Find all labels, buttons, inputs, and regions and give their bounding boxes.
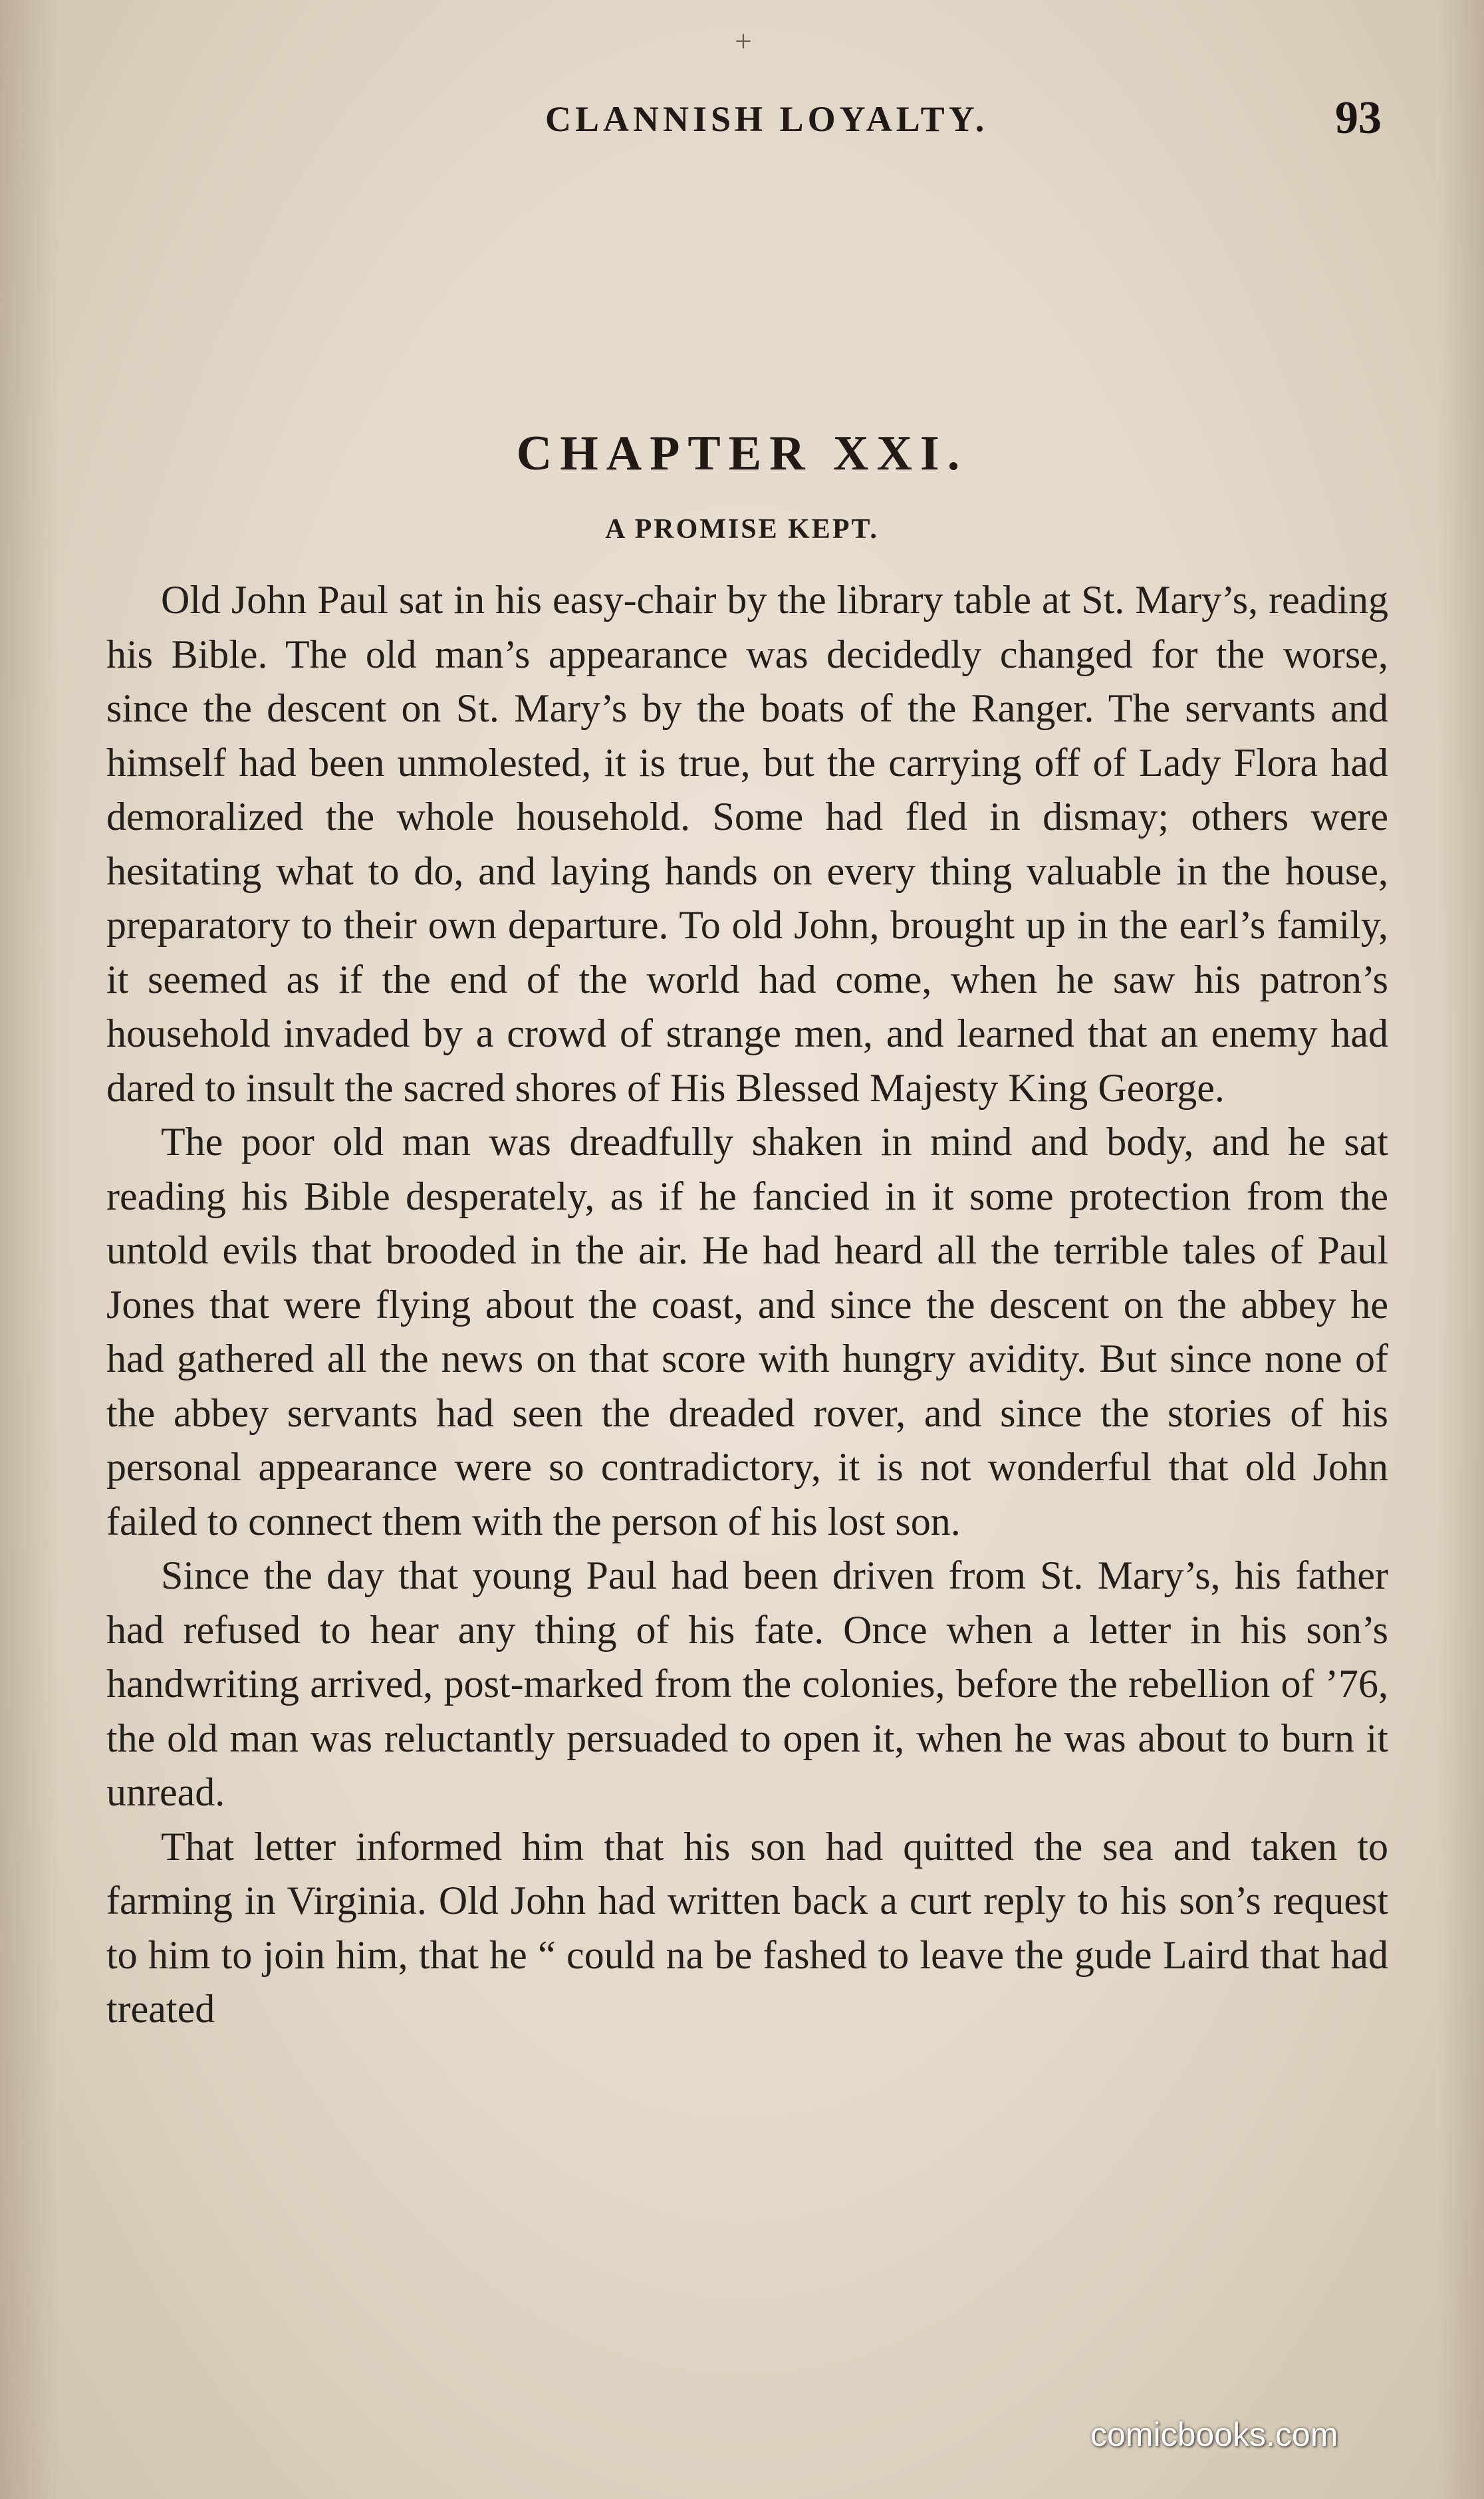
running-head: CLANNISH LOYALTY. [545, 99, 989, 139]
body-text [106, 573, 1388, 2037]
paragraph-1: Old John Paul sat in his easy-chair by the library table at St. Mary’s, reading his Bible. The old man’s appearance was decidedly changed for the worse, since the descent on St. Mary’s by the boats of the Ranger. The servants and himself had been unmolested, it is true, but the carrying off of Lady Flora had demoralized the whole household. Some had fled in dismay; others were hesitating what to do, and laying hands on every thing valuable in the house, preparatory to their own departure. To old John, brought up in the earl’s family, it seemed as if the end of the world had come, when he saw his patron’s household invaded by a crowd of strange men, and learned that an enemy had dared to insult the sacred shores of His Blessed Majesty King George. [106, 578, 1388, 1110]
chapter-title: CHAPTER XXI. [516, 426, 968, 481]
paragraph-3: Since the day that young Paul had been driven from St. Mary’s, his father had refused to hear any thing of his fate. Once when a letter in his son’s handwriting arrived, post-marked from the colonies, before the rebellion of ’76, the old man was reluctantly persuaded to open it, when he was about to burn it unread. [106, 1553, 1388, 1814]
chapter-subtitle: A PROMISE KEPT. [605, 514, 879, 545]
top-ornament: + [735, 24, 752, 58]
page-number: 93 [1335, 92, 1382, 144]
paragraph-2: The poor old man was dreadfully shaken in mind and body, and he sat reading his Bible desperately, as if he fancied in it some protection from the untold evils that brooded in the air. He had heard all the terrible tales of Paul Jones that were flying about the coast, and since the descent on the abbey he had gathered all the news on that score with hungry avidity. But since none of the abbey servants had seen the dreaded rover, and since the stories of his personal appearance were so contradictory, it is not wonderful that old John failed to connect them with the person of his lost son. [106, 1120, 1388, 1543]
paragraph-4: That letter informed him that his son had quitted the sea and taken to farming in Virginia. Old John had written back a curt reply to his son’s request to him to join him, that he “ could na be fashed to leave the gude Laird that had treated [106, 1824, 1388, 2031]
watermark: comicbooks.com [1090, 2416, 1338, 2453]
